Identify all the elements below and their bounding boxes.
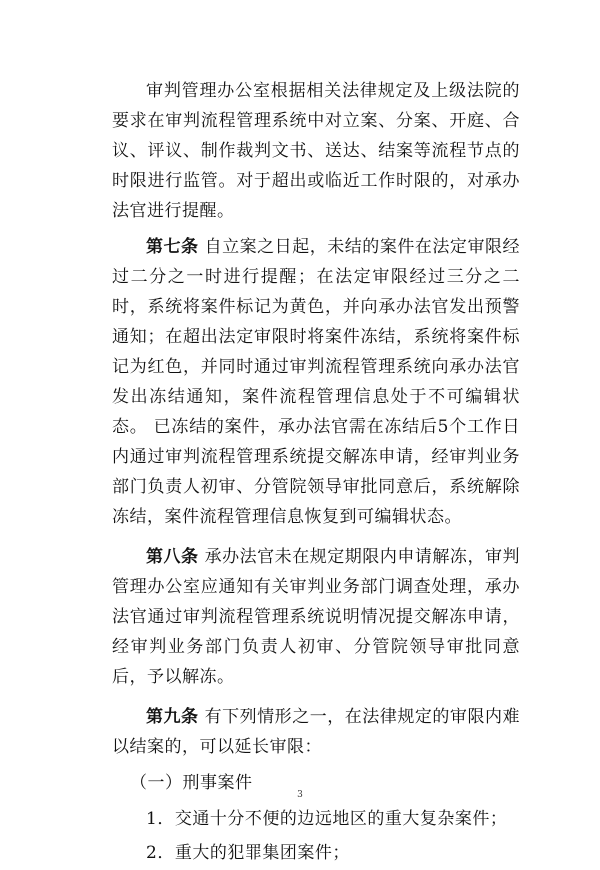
article-7-text: 自立案之日起，未结的案件在法定审限经过二分之一时进行提醒；在法定审限经过三分之二时，系统将案件标记为黄色，并向承办法官发出预警通知；在超出法定审限时将案件冻结，系统将案件标记为红色，并同时通过审判流程管理系统向承办法官发出冻结通知，案件流程管理信息处于不可编辑状态。 已冻结的案件，承办法官需在冻结后5个工作日内通过审判流程管理系统提交解冻申请，经审判业务部门负责人初审、分管院领导审批同意后，系统解除冻结，案件流程管理信息恢复到可编辑状态。 [112,237,521,527]
article-9-text: 有下列情形之一，在法律规定的审限内难以结案的，可以延长审限： [112,707,521,757]
article-8 [112,542,520,692]
list-item: 1．交通十分不便的边远地区的重大复杂案件； [146,809,508,829]
article-8-label: 第八条 [146,547,199,567]
article-8-text: 承办法官未在规定期限内申请解冻，审判管理办公室应通知有关审判业务部门调查处理，承办法官通过审判流程管理系统说明情况提交解冻申请，经审判业务部门负责人初审、分管院领导审批同意后，予以解冻。 [112,547,521,687]
subheading-criminal-cases: （一）刑事案件 [130,773,253,793]
article-7 [112,232,520,532]
article-9 [112,702,520,762]
article-7-label: 第七条 [146,237,199,257]
article-9-label: 第九条 [146,707,199,727]
paragraph-intro-text: 审判管理办公室根据相关法律规定及上级法院的要求在审判流程管理系统中对立案、分案、开庭、合议、评议、制作裁判文书、送达、结案等流程节点的时限进行监管。对于超出或临近工作时限的，对承办法官进行提醒。 [112,81,520,221]
page-number: 3 [297,790,303,800]
document-body [112,76,520,870]
paragraph-intro [112,76,520,226]
list-item: 2．重大的犯罪集团案件； [146,843,350,863]
